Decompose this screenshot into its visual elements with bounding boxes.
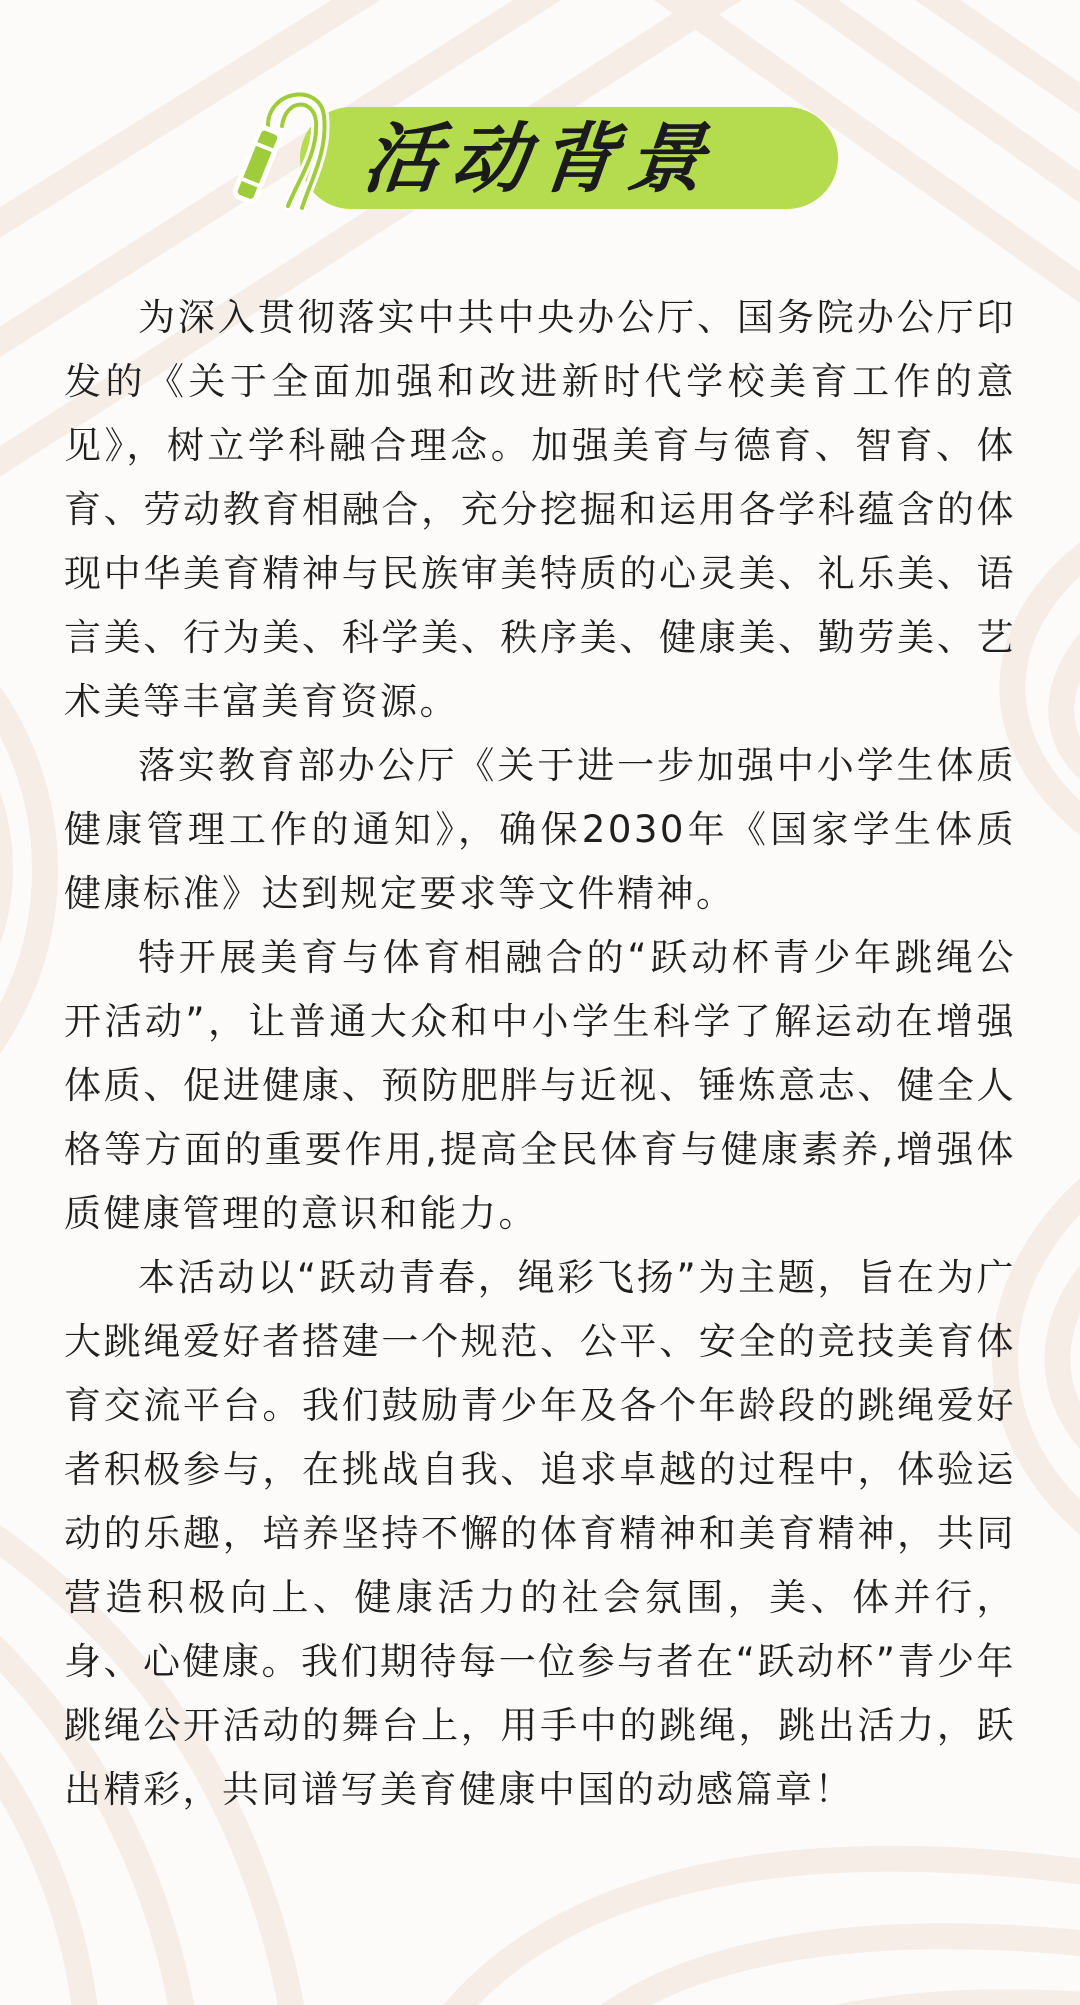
section-title: 活动背景 [359, 114, 721, 203]
section-header [228, 82, 838, 214]
paragraph-3: 特开展美育与体育相融合的“跃动杯青少年跳绳公开活动”，让普通大众和中小学生科学了解运动在增强体质、促进健康、预防肥胖与近视、锤炼意志、健全人格等方面的重要作用,提高全民体育与健康素养,增强体质健康管理的意识和能力。 [64, 936, 1016, 1235]
paragraph-2: 落实教育部办公厅《关于进一步加强中小学生体质健康管理工作的通知》，确保2030年《国家学生体质健康标准》达到规定要求等文件精神。 [64, 744, 1016, 915]
jump-rope-icon [228, 82, 338, 214]
article-body [64, 286, 1016, 1822]
paragraph-1: 为深入贯彻落实中共中央办公厅、国务院办公厅印发的《关于全面加强和改进新时代学校美育工作的意见》，树立学科融合理念。加强美育与德育、智育、体育、劳动教育相融合，充分挖掘和运用各学科蕴含的体现中华美育精神与民族审美特质的心灵美、礼乐美、语言美、行为美、科学美、秩序美、健康美、勤劳美、艺术美等丰富美育资源。 [64, 296, 1016, 723]
paragraph-4: 本活动以“跃动青春，绳彩飞扬”为主题，旨在为广大跳绳爱好者搭建一个规范、公平、安全的竞技美育体育交流平台。我们鼓励青少年及各个年龄段的跳绳爱好者积极参与，在挑战自我、追求卓越的过程中，体验运动的乐趣，培养坚持不懈的体育精神和美育精神，共同营造积极向上、健康活力的社会氛围，美、体并行，身、心健康。我们期待每一位参与者在“跃动杯”青少年跳绳公开活动的舞台上，用手中的跳绳，跳出活力，跃出精彩，共同谱写美育健康中国的动感篇章！ [64, 1256, 1016, 1811]
